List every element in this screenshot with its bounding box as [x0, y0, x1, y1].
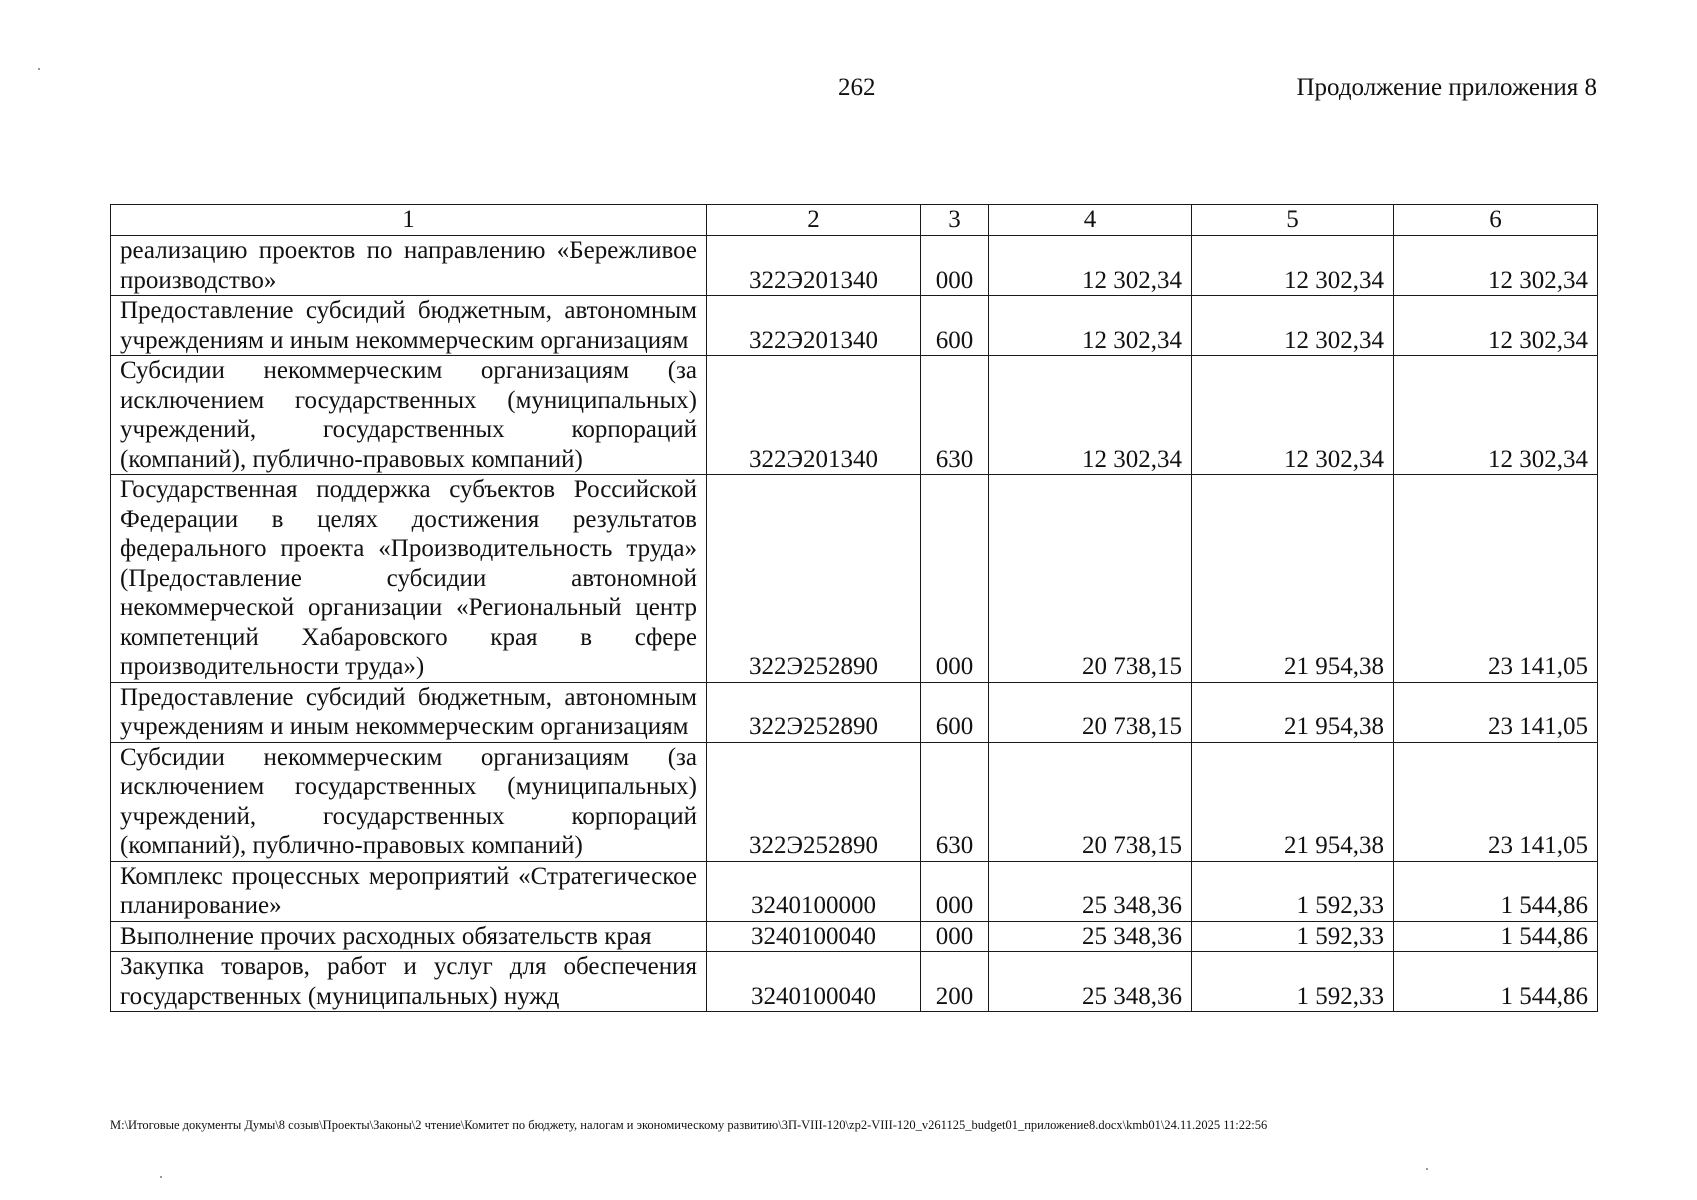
amount-col-4: 20 738,15: [989, 475, 1192, 683]
column-number-row: [111, 205, 1598, 236]
expense-name: Предоставление субсидий бюджетным, автономным учреждениям и иным некоммерческим организациям: [111, 296, 707, 356]
expense-type-code: 000: [921, 236, 989, 296]
expense-name: Закупка товаров, работ и услуг для обеспечения государственных (муниципальных) нужд: [111, 952, 707, 1012]
expense-type-code: 630: [921, 742, 989, 861]
amount-col-4: 25 348,36: [989, 952, 1192, 1012]
page-number: 262: [838, 74, 876, 101]
table-row: [111, 296, 1598, 356]
table-row: [111, 861, 1598, 921]
amount-col-6: 12 302,34: [1394, 356, 1598, 475]
amount-col-5: 21 954,38: [1192, 682, 1394, 742]
amount-col-6: 23 141,05: [1394, 475, 1598, 683]
amount-col-4: 20 738,15: [989, 742, 1192, 861]
expense-type-code: 600: [921, 296, 989, 356]
expense-type-code: 000: [921, 475, 989, 683]
amount-col-4: 25 348,36: [989, 861, 1192, 921]
target-article-code: 3240100040: [707, 952, 921, 1012]
expense-name: Выполнение прочих расходных обязательств края: [111, 921, 707, 952]
amount-col-4: 12 302,34: [989, 296, 1192, 356]
target-article-code: 322Э252890: [707, 475, 921, 683]
expense-name: реализацию проектов по направлению «Бережливое производство»: [111, 236, 707, 296]
table-row: [111, 682, 1598, 742]
amount-col-6: 23 141,05: [1394, 682, 1598, 742]
target-article-code: 322Э201340: [707, 356, 921, 475]
amount-col-5: 21 954,38: [1192, 742, 1394, 861]
expense-type-code: 200: [921, 952, 989, 1012]
table-row: [111, 921, 1598, 952]
amount-col-5: 12 302,34: [1192, 236, 1394, 296]
column-number: 4: [989, 205, 1192, 236]
column-number: 2: [707, 205, 921, 236]
table-row: [111, 236, 1598, 296]
amount-col-5: 21 954,38: [1192, 475, 1394, 683]
amount-col-4: 20 738,15: [989, 682, 1192, 742]
amount-col-4: 12 302,34: [989, 356, 1192, 475]
column-number: 3: [921, 205, 989, 236]
target-article-code: 322Э252890: [707, 682, 921, 742]
target-article-code: 322Э252890: [707, 742, 921, 861]
appendix-label: Продолжение приложения 8: [1296, 74, 1597, 101]
expense-name: Субсидии некоммерческим организациям (за исключением государственных (муниципальных) учреждений, государственных корпораций (компаний), публично-правовых компаний): [111, 356, 707, 475]
amount-col-6: 12 302,34: [1394, 296, 1598, 356]
amount-col-5: 12 302,34: [1192, 296, 1394, 356]
target-article-code: 3240100040: [707, 921, 921, 952]
amount-col-4: 25 348,36: [989, 921, 1192, 952]
expense-name: Предоставление субсидий бюджетным, автономным учреждениям и иным некоммерческим организациям: [111, 682, 707, 742]
expense-name: Государственная поддержка субъектов Российской Федерации в целях достижения результатов федерального проекта «Производительность труда» (Предоставление субсидии автономной некоммерческой организации «Региональный центр компетенций Хабаровского края в сфере производительности труда»): [111, 475, 707, 683]
amount-col-6: 1 544,86: [1394, 921, 1598, 952]
table-row: [111, 356, 1598, 475]
expense-type-code: 630: [921, 356, 989, 475]
table-row: [111, 952, 1598, 1012]
budget-table: [110, 204, 1598, 1012]
amount-col-5: 1 592,33: [1192, 861, 1394, 921]
table-row: [111, 475, 1598, 683]
expense-type-code: 000: [921, 921, 989, 952]
target-article-code: 3240100000: [707, 861, 921, 921]
target-article-code: 322Э201340: [707, 236, 921, 296]
amount-col-5: 12 302,34: [1192, 356, 1394, 475]
amount-col-4: 12 302,34: [989, 236, 1192, 296]
scan-speck: [160, 1176, 162, 1178]
expense-type-code: 000: [921, 861, 989, 921]
expense-name: Комплекс процессных мероприятий «Стратегическое планирование»: [111, 861, 707, 921]
amount-col-6: 23 141,05: [1394, 742, 1598, 861]
file-path-footer: M:\Итоговые документы Думы\8 созыв\Проекты\Законы\2 чтение\Комитет по бюджету, налогам и экономическому развитию\3П-VIII-120\zp2-VIII-120_v261125_budget01_приложение8.docx\kmb01\24.11.2025 11:22:56: [110, 1118, 1268, 1132]
amount-col-6: 1 544,86: [1394, 861, 1598, 921]
column-number: 5: [1192, 205, 1394, 236]
column-number: 6: [1394, 205, 1598, 236]
scan-speck: [38, 68, 40, 70]
expense-type-code: 600: [921, 682, 989, 742]
expense-name: Субсидии некоммерческим организациям (за исключением государственных (муниципальных) учреждений, государственных корпораций (компаний), публично-правовых компаний): [111, 742, 707, 861]
amount-col-6: 12 302,34: [1394, 236, 1598, 296]
target-article-code: 322Э201340: [707, 296, 921, 356]
column-number: 1: [111, 205, 707, 236]
scan-speck: [1426, 1168, 1428, 1170]
amount-col-6: 1 544,86: [1394, 952, 1598, 1012]
amount-col-5: 1 592,33: [1192, 921, 1394, 952]
table-row: [111, 742, 1598, 861]
amount-col-5: 1 592,33: [1192, 952, 1394, 1012]
